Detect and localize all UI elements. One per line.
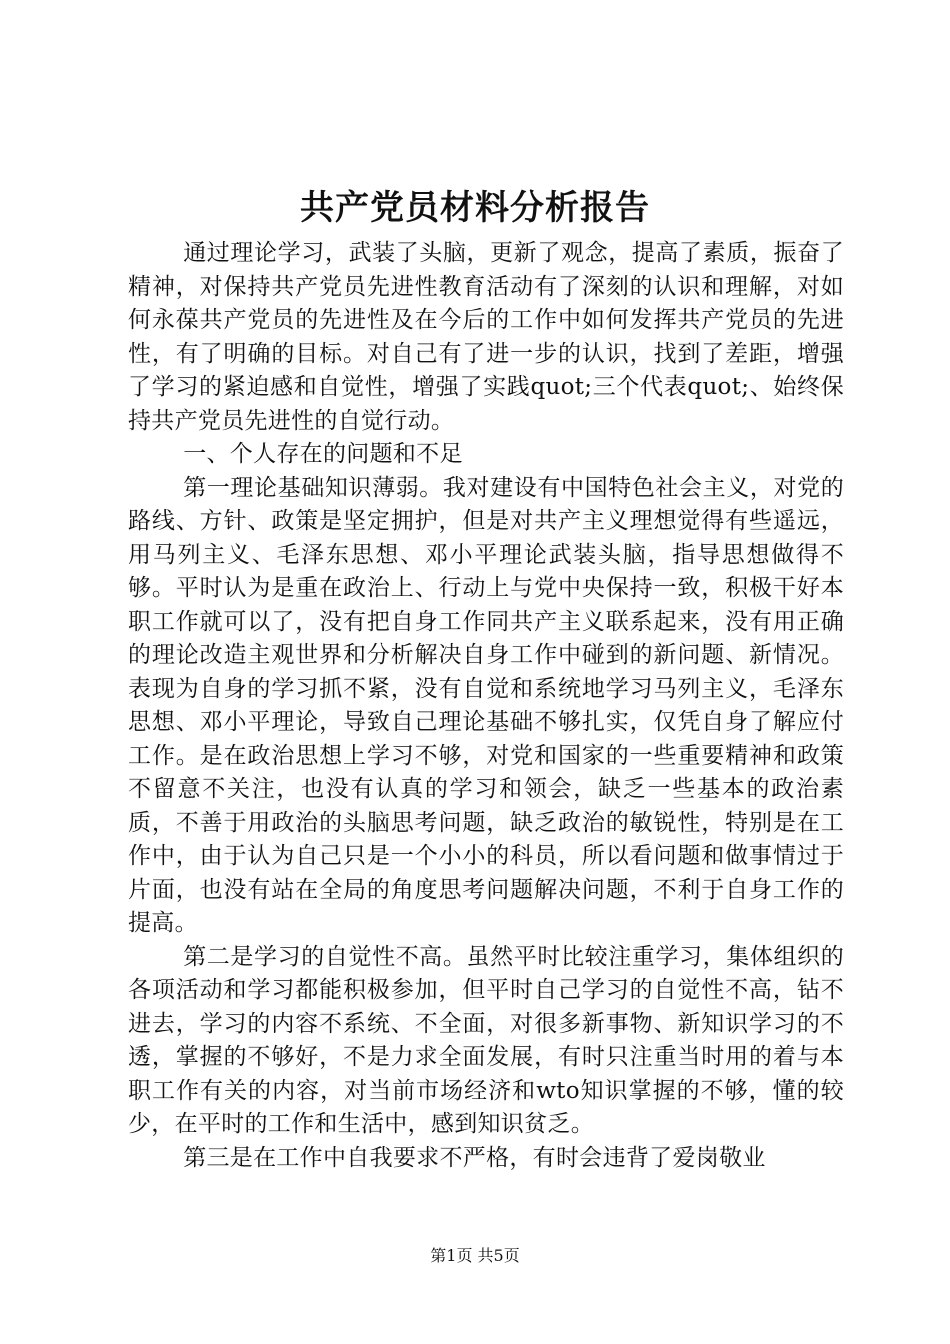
document-body xyxy=(128,237,844,1175)
document-title: 共产党员材料分析报告 xyxy=(300,188,650,228)
problem-paragraph-2: 第二是学习的自觉性不高。虽然平时比较注重学习，集体组织的各项活动和学习都能积极参加，但平时自己学习的自觉性不高，钻不进去，学习的内容不系统、不全面，对很多新事物、新知识学习的不透，掌握的不够好，不是力求全面发展，有时只注重当时用的着与本职工作有关的内容，对当前市场经济和wto知识掌握的不够，懂的较少，在平时的工作和生活中，感到知识贫乏。 xyxy=(128,943,844,1137)
intro-paragraph: 通过理论学习，武装了头脑，更新了观念，提高了素质，振奋了精神，对保持共产党员先进性教育活动有了深刻的认识和理解，对如何永葆共产党员的先进性及在今后的工作中如何发挥共产党员的先进性，有了明确的目标。对自己有了进一步的认识，找到了差距，增强了学习的紧迫感和自觉性，增强了实践quot;三个代表quot;、始终保持共产党员先进性的自觉行动。 xyxy=(128,240,844,434)
problem-paragraph-3: 第三是在工作中自我要求不严格，有时会违背了爱岗敬业 xyxy=(183,1144,766,1171)
section-heading: 一、个人存在的问题和不足 xyxy=(183,441,463,467)
problem-paragraph-1: 第一理论基础知识薄弱。我对建设有中国特色社会主义，对党的路线、方针、政策是坚定拥护，但是对共产主义理想觉得有些遥远，用马列主义、毛泽东思想、邓小平理论武装头脑，指导思想做得不够。平时认为是重在政治上、行动上与党中央保持一致，积极干好本职工作就可以了，没有把自身工作同共产主义联系起来，没有用正确的理论改造主观世界和分析解决自身工作中碰到的新问题、新情况。表现为自身的学习抓不紧，没有自觉和系统地学习马列主义，毛泽东思想、邓小平理论，导致自己理论基础不够扎实，仅凭自身了解应付工作。是在政治思想上学习不够，对党和国家的一些重要精神和政策不留意不关注，也没有认真的学习和领会，缺乏一些基本的政治素质，不善于用政治的头脑思考问题，缺乏政治的敏锐性，特别是在工作中，由于认为自己只是一个小小的科员，所以看问题和做事情过于片面，也没有站在全局的角度思考问题解决问题，不利于自身工作的提高。 xyxy=(128,474,844,936)
page-number-footer: 第1页 共5页 xyxy=(430,1246,520,1265)
